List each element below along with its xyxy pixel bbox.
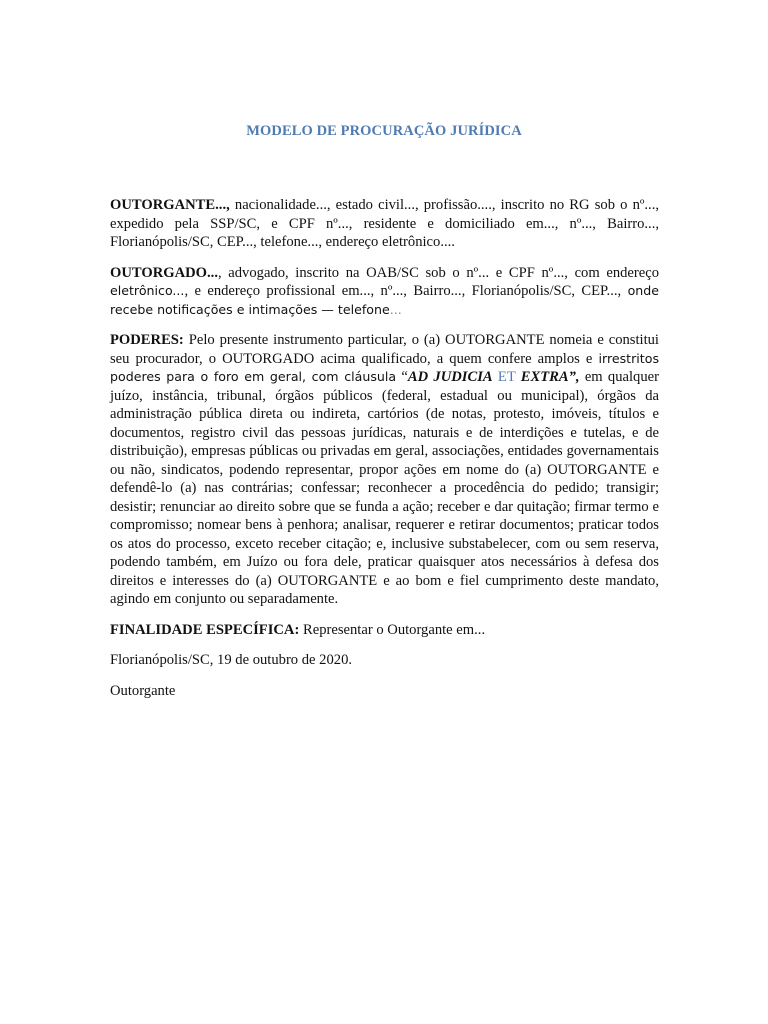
outorgado-paragraph (110, 264, 659, 320)
outorgado-email-label: eletrônico... (110, 283, 185, 298)
document-title: MODELO DE PROCURAÇÃO JURÍDICA (246, 123, 522, 139)
outorgante-label: OUTORGANTE..., (110, 197, 230, 213)
poderes-text-1: Pelo presente instrumento particular, o (a) OUTORGANTE nomeia e constitui seu procurador, o OUTORGADO acima qualificado, a quem confere amplos e (110, 332, 659, 367)
et-term: ET (492, 369, 521, 385)
outorgado-text: , advogado, inscrito na OAB/SC sob o nº... e CPF nº..., com endereço (217, 264, 659, 281)
finalidade-label: FINALIDADE ESPECÍFICA: (110, 621, 300, 638)
poderes-quote-open: “ (396, 369, 408, 385)
extra-term: EXTRA”, (520, 369, 580, 385)
ad-judicia-term: AD JUDICIA (407, 369, 493, 385)
finalidade-text: Representar o Outorgante em... (299, 621, 486, 638)
date-line: Florianópolis/SC, 19 de outubro de 2020. (110, 652, 353, 668)
poderes-label: PODERES: (110, 332, 184, 348)
outorgado-notifications-text: onde recebe notificações e intimações — telefone (110, 283, 659, 317)
outorgado-phone-dots: ... (389, 301, 402, 317)
outorgado-address-text: , e endereço profissional em..., nº..., Bairro..., Florianópolis/SC, CEP..., (184, 283, 622, 299)
outorgante-text: nacionalidade..., estado civil..., profissão...., inscrito no RG sob o nº..., expedido pela SSP/SC, e CPF nº..., residente e domiciliado em..., nº..., Bairro..., Florianópolis/SC, CEP..., telefone..., endereço eletrônico.... (110, 197, 659, 250)
poderes-clause-text: irrestritos poderes para o foro em geral, com cláusula (110, 350, 659, 384)
poderes-text-2: em qualquer juízo, instância, tribunal, órgãos públicos (federal, estadual ou municipal), órgãos da administração pública direta ou indireta, cartórios (de notas, protesto, imóveis, títulos e documentos, registro civil das pessoas jurídicas, naturais e de interdições e tutelas, e de distribuição), empresas públicas ou privadas em geral, associações, entidades governamentais ou não, sindicatos, podendo representar, propor ações em nome do (a) OUTORGANTE e defendê-lo (a) nas contrárias; confessar; reconhecer a procedência do pedido; transigir; desistir; renunciar ao direito sobre que se funda a ação; receber e dar quitação; firmar termo e compromisso; nomear bens à penhora; analisar, requerer e retirar documentos; praticar todos os atos do processo, exceto receber citação; e, inclusive substabelecer, com ou sem reserva, podendo também, em Juízo ou fora dele, praticar quaisquer atos necessários à defesa dos direitos e interesses do (a) OUTORGANTE e ao bom e fiel cumprimento deste mandato, agindo em conjunto ou separadamente. (110, 369, 659, 607)
signature-label: Outorgante (110, 682, 176, 699)
finalidade-paragraph (110, 621, 659, 640)
document-body (110, 196, 659, 712)
outorgado-label: OUTORGADO... (110, 264, 218, 281)
poderes-paragraph (110, 331, 659, 609)
outorgante-paragraph (110, 196, 659, 252)
